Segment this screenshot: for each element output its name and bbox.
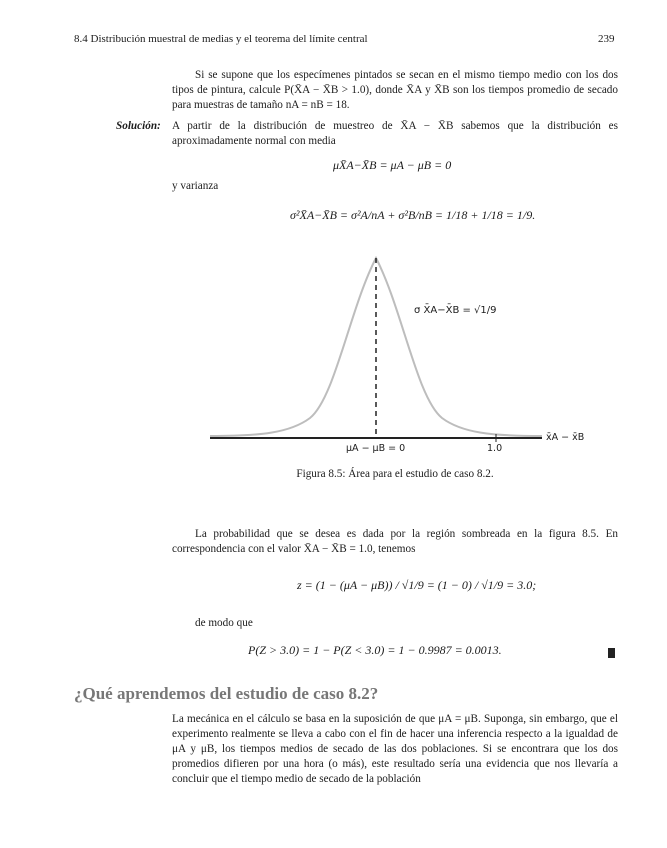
page-number: 239 [598,33,615,45]
value-tick-label: 1.0 [487,443,503,454]
axis-label: x̄A − x̄B [546,432,585,443]
section-text: La mecánica en el cálculo se basa en la suposición de que μA = μB. Suponga, sin embargo, que el experimento realmente se lleva a cabo con el fin de hacer una inferencia respecto a la igualdad de μA y μB, los tiempos medios de secado de las dos poblaciones. Si se encontrara que los dos promedios difieren por una hora (o más), este resultado sería una evidencia que nos llevaría a concluir que el tiempo medio de secado de la población [172,713,618,785]
mean-tick-label: μA − μB = 0 [346,443,406,454]
figure-caption: Figura 8.5: Área para el estudio de caso 8.2. [296,468,494,480]
solution-text: A partir de la distribución de muestreo de X̄A − X̄B sabemos que la distribución es aproximadamente normal con media [172,120,618,147]
mean-equation: μX̄A−X̄B = μA − μB = 0 [333,158,452,172]
variance-label: y varianza [172,180,219,192]
problem-text: Si se supone que los especímenes pintados se secan en el mismo tiempo medio con los dos tipos de pintura, calcule P(X̄A − X̄B > 1.0), donde X̄A y X̄B son los tiempos promedio de secado para muestras de tamaño nA = nB = 18. [172,69,618,111]
variance-equation: σ²X̄A−X̄B = σ²A/nA + σ²B/nB = 1/18 + 1/18 = 1/9. [290,208,536,222]
end-of-solution-mark [608,645,615,663]
running-header-title: 8.4 Distribución muestral de medias y el teorema del límite central [74,33,368,45]
so-that-text: de modo que [195,617,253,629]
sigma-label: σ X̄A−X̄B = √1/9 [414,305,497,316]
body-paragraph: La probabilidad que se desea es dada por la región sombreada en la figura 8.5. En correspondencia con el valor X̄A − X̄B = 1.0, tenemos [172,528,618,555]
probability-equation: P(Z > 3.0) = 1 − P(Z < 3.0) = 1 − 0.9987 = 0.0013. [248,643,502,657]
z-equation: z = (1 − (μA − μB)) / √1/9 = (1 − 0) / √1/9 = 3.0; [297,578,537,592]
normal-curve-figure [200,248,600,463]
normal-curve [210,258,542,436]
section-heading: ¿Qué aprendemos del estudio de caso 8.2? [74,684,379,703]
solution-label: Solución: [116,120,161,132]
